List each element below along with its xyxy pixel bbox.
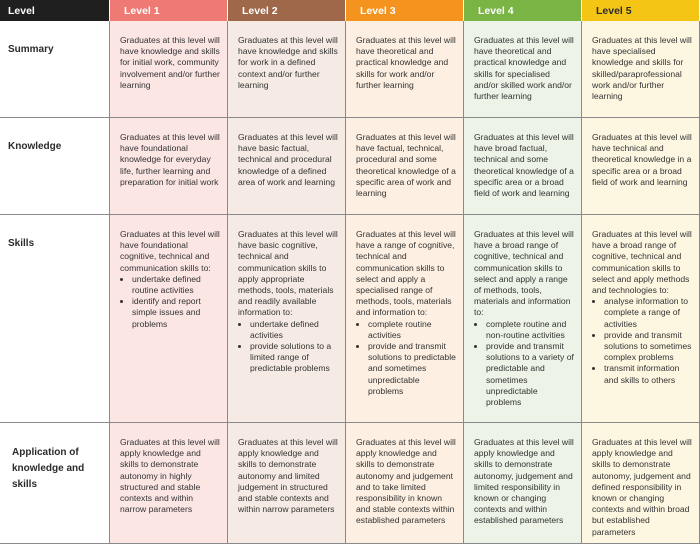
bullet-item: • analyse information to complete a range of activities — [604, 296, 693, 330]
row-label-skills: Skills — [0, 215, 110, 423]
bullet-item: • identify and report simple issues and problems — [132, 296, 221, 330]
cell-summary-level-5: Graduates at this level will have specialised knowledge and skills for skilled/paraprofessional work and/or further learning — [582, 21, 700, 118]
cell-summary-level-2: Graduates at this level will have knowledge and skills for work in a defined context and/or further learning — [228, 21, 346, 118]
bullet-item: • undertake defined activities — [250, 319, 339, 341]
bullet-item: • undertake defined routine activities — [132, 274, 221, 296]
cell-summary-level-1: Graduates at this level will have knowledge and skills for initial work, community involvement and/or further learning — [110, 21, 228, 118]
row-label-application: Application of knowledge and skills — [0, 423, 110, 544]
bullet-item: • provide and transmit solutions to a variety of predictable and sometimes unpredictable problems — [486, 341, 575, 408]
header-level-3: Level 3 — [346, 0, 464, 21]
bullet-list — [592, 296, 693, 386]
header-level: Level — [0, 0, 110, 21]
cell-application-level-4: Graduates at this level will apply knowledge and skills to demonstrate autonomy, judgement and limited responsibility in known or changing contexts and within established parameters — [464, 423, 582, 544]
bullet-list — [120, 274, 221, 330]
bullet-item: • complete routine and non-routine activities — [486, 319, 575, 341]
bullet-list — [474, 319, 575, 409]
cell-skills-level-1: Graduates at this level will have foundational cognitive, technical and communication skills to: • undertake defined routine activities • identify and report simple issues and problems — [110, 215, 228, 423]
cell-knowledge-level-5: Graduates at this level will have technical and theoretical knowledge in a specific area or a broad field of work and learning — [582, 118, 700, 215]
cell-summary-level-3: Graduates at this level will have theoretical and practical knowledge and skills for work and/or further learning — [346, 21, 464, 118]
cell-skills-level-4: Graduates at this level will have a broad range of cognitive, technical and communication skills to select and apply a range of methods, tools, materials and information to: • complete routine and non-routine activities • provide and transmit solutions to a variety of predictable and sometimes unpredictable problems — [464, 215, 582, 423]
header-level-4: Level 4 — [464, 0, 582, 21]
header-level-5: Level 5 — [582, 0, 700, 21]
bullet-item: • complete routine activities — [368, 319, 457, 341]
cell-knowledge-level-1: Graduates at this level will have foundational knowledge for everyday life, further learning and preparation for initial work — [110, 118, 228, 215]
cell-skills-level-3: Graduates at this level will have a range of cognitive, technical and communication skills to select and apply a specialised range of methods, tools, materials and information to: • complete routine activities • provide and transmit solutions to predictable and sometimes unpredictable problems — [346, 215, 464, 423]
cell-application-level-3: Graduates at this level will apply knowledge and skills to demonstrate autonomy and judgement and to take limited responsibility in known and stable contexts within established parameters — [346, 423, 464, 544]
cell-knowledge-level-2: Graduates at this level will have basic factual, technical and procedural knowledge of a defined area of work and learning — [228, 118, 346, 215]
cell-summary-level-4: Graduates at this level will have theoretical and practical knowledge and skills for specialised and/or skilled work and/or further learning — [464, 21, 582, 118]
bullet-item: • provide solutions to a limited range of predictable problems — [250, 341, 339, 375]
bullet-item: • provide and transmit solutions to sometimes complex problems — [604, 330, 693, 364]
cell-application-level-1: Graduates at this level will apply knowledge and skills to demonstrate autonomy in highly structured and stable contexts and within narrow parameters — [110, 423, 228, 544]
bullet-item: • provide and transmit solutions to predictable and sometimes unpredictable problems — [368, 341, 457, 397]
row-label-summary: Summary — [0, 21, 110, 118]
header-level-2: Level 2 — [228, 0, 346, 21]
cell-skills-level-2: Graduates at this level will have basic cognitive, technical and communication skills to apply appropriate methods, tools, materials and readily available information to: • undertake defined activities • provide solutions to a limited range of predictable problems — [228, 215, 346, 423]
header-level-1: Level 1 — [110, 0, 228, 21]
bullet-list — [356, 319, 457, 397]
cell-knowledge-level-3: Graduates at this level will have factual, technical, procedural and some theoretical knowledge of a specific area of work and learning — [346, 118, 464, 215]
cell-knowledge-level-4: Graduates at this level will have broad factual, technical and some theoretical knowledge of a specific area or a broad field of work and learning — [464, 118, 582, 215]
cell-application-level-5: Graduates at this level will apply knowledge and skills to demonstrate autonomy, judgement and defined responsibility in known or changing contexts and within broad but established parameters — [582, 423, 700, 544]
row-label-knowledge: Knowledge — [0, 118, 110, 215]
bullet-item: • transmit information and skills to others — [604, 363, 693, 385]
cell-skills-level-5: Graduates at this level will have a broad range of cognitive, technical and communication skills to select and apply methods and technologies to: • analyse information to complete a range of activities • provide and transmit solutions to sometimes complex problems • transmit information and skills to others — [582, 215, 700, 423]
bullet-list — [238, 319, 339, 375]
cell-application-level-2: Graduates at this level will apply knowledge and skills to demonstrate autonomy and limited judgement in structured and stable contexts and within narrow parameters — [228, 423, 346, 544]
